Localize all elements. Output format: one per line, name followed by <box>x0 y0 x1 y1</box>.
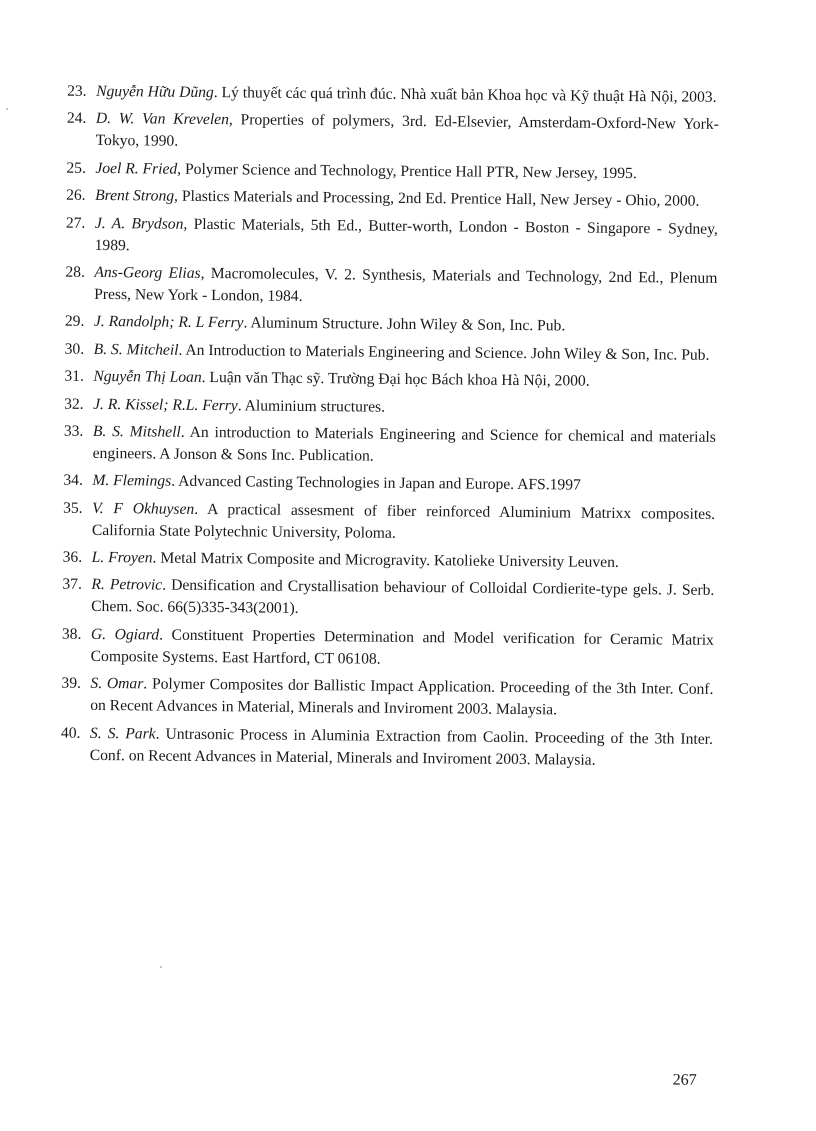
reference-item <box>65 311 717 339</box>
reference-author: L. Froyen <box>91 548 153 567</box>
reference-number: 34. <box>63 471 83 490</box>
reference-body <box>91 624 714 674</box>
reference-number: 23. <box>67 82 87 100</box>
reference-number: 39. <box>61 674 82 693</box>
reference-text: . Aluminum Structure. John Wiley & Son, Inc. Pub. <box>243 314 566 335</box>
reference-body <box>91 574 714 624</box>
reference-item <box>64 393 716 421</box>
reference-item <box>63 497 715 547</box>
reference-author: J. R. Kissel; R.L. Ferry <box>93 395 238 414</box>
reference-number: 28. <box>65 263 85 281</box>
reference-text: . Constituent Properties Determination and Model verification for Ceramic Matrix Composite Systems. East Hartford, CT 06108. <box>90 626 714 668</box>
reference-text: . Untrasonic Process in Aluminia Extraction from Caolin. Proceeding of the 3th Inter. Conf. on Recent Advances in Material, Minerals and Inviroment 2003. Malaysia. <box>89 725 714 769</box>
reference-item <box>65 338 717 366</box>
reference-text: Properties of polymers, 3rd. Ed-Elsevier, Amsterdam-Oxford-New York-Tokyo, 1990. <box>95 111 719 151</box>
reference-author: S. S. Park <box>89 724 156 743</box>
reference-item <box>63 547 715 575</box>
reference-item <box>64 366 716 394</box>
reference-item <box>61 673 713 723</box>
reference-body <box>96 81 719 109</box>
reference-text: Macromolecules, V. 2. Synthesis, Materials and Technology, 2nd Ed., Plenum Press, New York - London, 1984. <box>94 264 718 305</box>
reference-body <box>95 212 718 262</box>
scan-speck <box>6 108 8 110</box>
reference-number: 37. <box>62 576 82 594</box>
reference-item <box>66 212 718 262</box>
reference-number: 26. <box>66 186 86 205</box>
reference-text: . A practical assesment of fiber reinforced Aluminium Matrixx composites. California State Polytechnic University, Poloma. <box>91 500 716 542</box>
reference-item <box>63 470 715 498</box>
reference-item <box>66 157 718 185</box>
reference-body <box>90 673 713 723</box>
reference-body <box>94 339 717 367</box>
reference-number: 36. <box>62 548 83 566</box>
reference-text: . Aluminium structures. <box>237 396 386 416</box>
reference-text: Plastics Materials and Processing, 2nd Ed. Prentice Hall, New Jersey - Ohio, 2000. <box>177 187 700 210</box>
reference-text: . Metal Matrix Composite and Microgravity. Katolieke University Leuven. <box>152 549 619 572</box>
page-number: 267 <box>672 1071 697 1089</box>
reference-text: . Densification and Crystallisation behaviour of Colloidal Cordierite-type gels. J. Serb. Chem. Soc. 66(5)335-343(2001). <box>91 577 715 618</box>
reference-text: . An introduction to Materials Engineering and Science for chemical and materials engineers. A Jonson & Sons Inc. Publication. <box>92 423 716 465</box>
reference-text: Plastic Materials, 5th Ed., Butter-worth, London - Boston - Singapore - Sydney, 1989. <box>94 215 718 254</box>
reference-body <box>96 108 719 158</box>
reference-author: G. Ogiard <box>90 625 160 644</box>
reference-text: Polymer Science and Technology, Prentice Hall PTR, New Jersey, 1995. <box>181 160 637 182</box>
reference-author: Ans-Georg Elias, <box>94 263 205 282</box>
scan-speck <box>160 966 162 968</box>
reference-item <box>64 421 716 471</box>
reference-author: J. Randolph; R. L Ferry <box>93 313 244 332</box>
reference-text: . Lý thuyết các quá trình đúc. Nhà xuất bản Khoa học và Kỹ thuật Hà Nội, 2003. <box>213 84 717 106</box>
reference-author: Brent Strong, <box>95 187 179 205</box>
reference-author: B. S. Mitcheil <box>93 340 179 359</box>
reference-item <box>62 574 714 624</box>
reference-text: . An Introduction to Materials Engineering and Science. John Wiley & Son, Inc. Pub. <box>178 341 710 364</box>
reference-number: 30. <box>64 340 85 358</box>
reference-author: J. A. Brydson, <box>94 214 188 233</box>
reference-number: 35. <box>63 499 83 517</box>
reference-body <box>95 185 718 213</box>
reference-author: V. F Okhuysen <box>92 499 195 518</box>
reference-item <box>61 722 713 772</box>
reference-body <box>94 311 717 339</box>
reference-body <box>92 470 715 498</box>
reference-item <box>66 185 718 213</box>
reference-author: M. Flemings <box>92 472 172 490</box>
reference-body <box>93 366 716 394</box>
reference-author: S. Omar <box>90 675 144 693</box>
reference-number: 27. <box>65 214 86 232</box>
reference-number: 25. <box>66 159 86 177</box>
reference-number: 38. <box>61 625 82 643</box>
reference-body <box>92 547 715 575</box>
reference-item <box>67 108 719 158</box>
reference-text: . Polymer Composites dor Ballistic Impact Application. Proceeding of the 3th Inter. Conf. on Recent Advances in Material, Minerals and Inviroment 2003. Malaysia. <box>90 675 714 719</box>
reference-item <box>67 81 719 109</box>
reference-author: Nguyễn Thị Loan <box>93 368 202 387</box>
reference-body <box>93 393 716 421</box>
reference-body <box>90 723 713 773</box>
reference-body <box>93 421 716 471</box>
reference-item <box>65 262 717 312</box>
reference-item <box>62 623 714 673</box>
reference-text: . Advanced Casting Technologies in Japan and Europe. AFS.1997 <box>171 472 581 494</box>
reference-number: 31. <box>64 367 84 385</box>
reference-number: 29. <box>64 312 85 331</box>
reference-body <box>94 262 717 312</box>
reference-text: . Luận văn Thạc sỹ. Trường Đại học Bách khoa Hà Nội, 2000. <box>201 369 590 390</box>
reference-number: 33. <box>63 422 84 440</box>
reference-author: D. W. Van Krevelen, <box>95 110 233 129</box>
reference-author: B. S. Mitshell <box>92 422 181 441</box>
reference-number: 40. <box>60 724 81 742</box>
reference-number: 24. <box>66 110 87 128</box>
reference-author: Nguyễn Hữu Dũng <box>96 82 214 102</box>
reference-number: 32. <box>64 395 84 413</box>
reference-author: Joel R. Fried, <box>95 159 182 178</box>
reference-body <box>95 158 718 186</box>
reference-list <box>61 81 720 778</box>
reference-author: R. Petrovic <box>91 576 163 595</box>
reference-body <box>92 498 715 548</box>
